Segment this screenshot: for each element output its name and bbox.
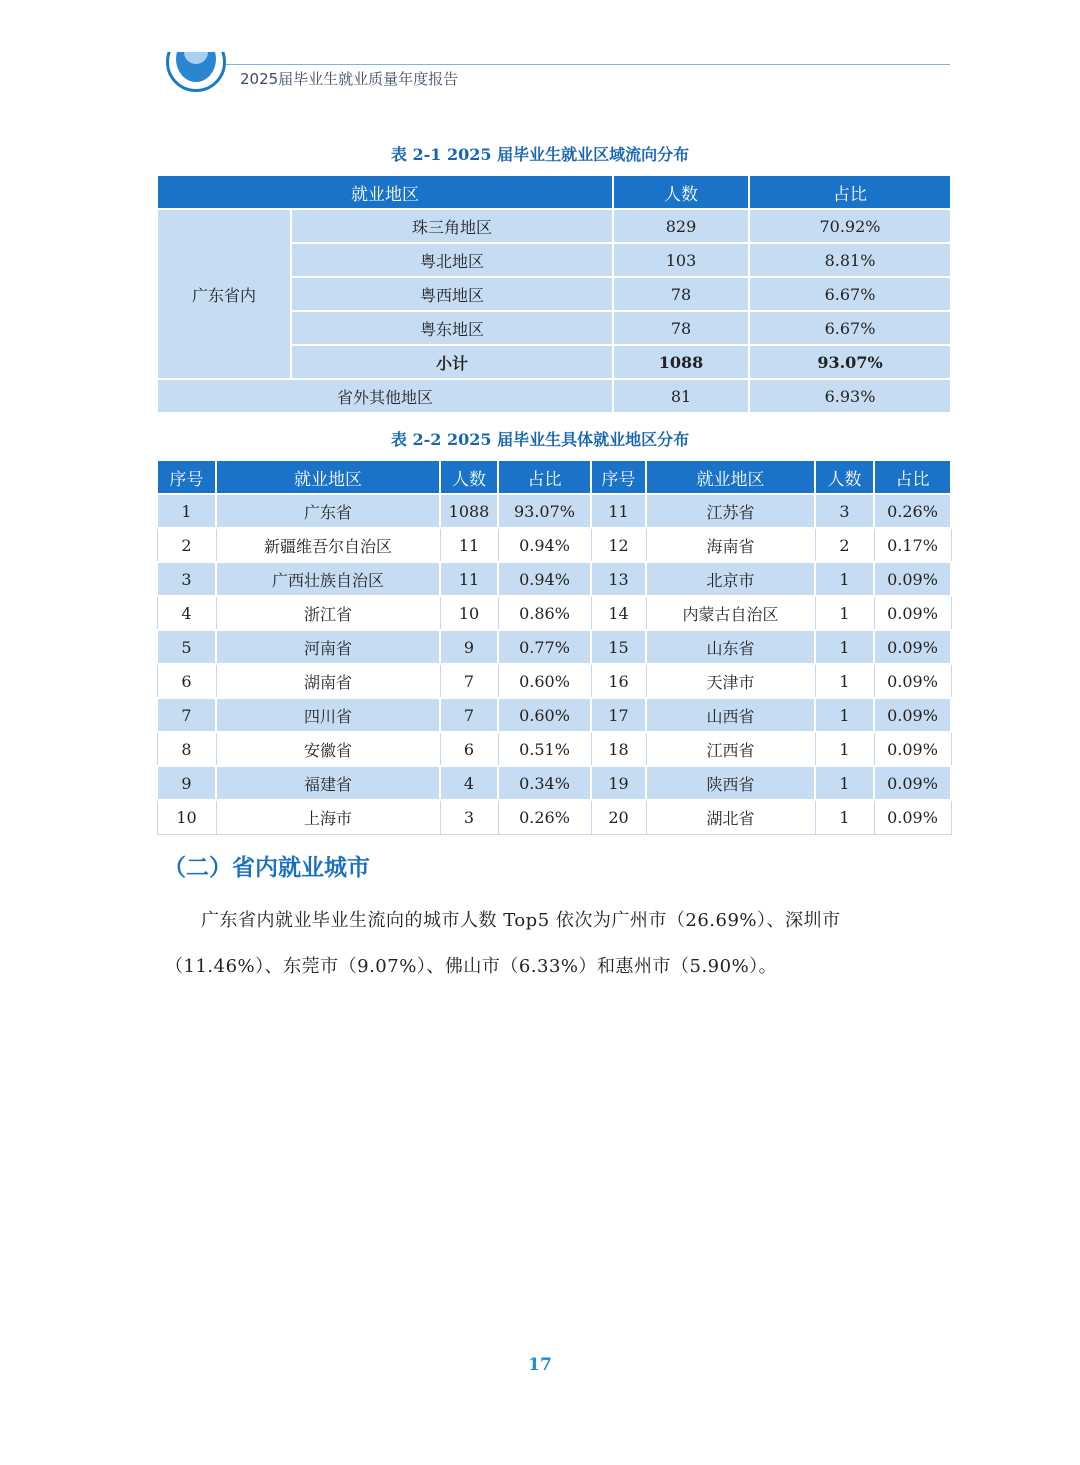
table-row [157, 209, 951, 243]
pct-cell: 0.60% [498, 698, 591, 732]
table-row [157, 562, 951, 596]
header-rule [226, 64, 950, 65]
table-row [157, 379, 951, 413]
region-cell: 山西省 [646, 698, 815, 732]
index-cell: 1 [157, 494, 216, 528]
pct-cell: 6.93% [749, 379, 951, 413]
region-cell: 江西省 [646, 732, 815, 766]
region-cell: 福建省 [216, 766, 440, 800]
pct-cell: 6.67% [749, 311, 951, 345]
index-cell: 4 [157, 596, 216, 630]
count-cell: 11 [440, 562, 498, 596]
subtotal-pct: 93.07% [749, 345, 951, 379]
pct-cell: 0.17% [874, 528, 951, 562]
index-cell: 10 [157, 800, 216, 834]
count-cell: 11 [440, 528, 498, 562]
column-header: 占比 [874, 460, 951, 494]
table2-caption: 表 2-2 2025 届毕业生具体就业地区分布 [390, 430, 690, 449]
column-header: 序号 [157, 460, 216, 494]
region-cell: 广东省 [216, 494, 440, 528]
province-distribution-table [156, 459, 952, 835]
pct-cell: 0.09% [874, 766, 951, 800]
column-header: 就业地区 [216, 460, 440, 494]
column-header: 人数 [613, 175, 749, 209]
count-cell: 7 [440, 664, 498, 698]
column-header: 就业地区 [157, 175, 613, 209]
table-row [157, 664, 951, 698]
region-cell: 粤北地区 [291, 243, 613, 277]
subtotal-count: 1088 [613, 345, 749, 379]
pct-cell: 0.34% [498, 766, 591, 800]
page-number: 17 [528, 1355, 552, 1375]
table-header-row [157, 460, 951, 494]
table-row [157, 630, 951, 664]
count-cell: 78 [613, 311, 749, 345]
region-cell: 山东省 [646, 630, 815, 664]
count-cell: 6 [440, 732, 498, 766]
pct-cell: 0.77% [498, 630, 591, 664]
region-cell: 浙江省 [216, 596, 440, 630]
region-cell: 粤东地区 [291, 311, 613, 345]
region-cell: 北京市 [646, 562, 815, 596]
column-header: 就业地区 [646, 460, 815, 494]
count-cell: 1 [815, 698, 874, 732]
pct-cell: 6.67% [749, 277, 951, 311]
count-cell: 1 [815, 732, 874, 766]
pct-cell: 0.09% [874, 664, 951, 698]
region-cell: 内蒙古自治区 [646, 596, 815, 630]
region-cell: 天津市 [646, 664, 815, 698]
pct-cell: 0.09% [874, 562, 951, 596]
column-header: 人数 [440, 460, 498, 494]
count-cell: 103 [613, 243, 749, 277]
index-cell: 2 [157, 528, 216, 562]
region-cell: 湖南省 [216, 664, 440, 698]
pct-cell: 70.92% [749, 209, 951, 243]
table-row [157, 766, 951, 800]
page-header [160, 52, 950, 102]
index-cell: 14 [591, 596, 646, 630]
body-paragraph: 广东省内就业毕业生流向的城市人数 Top5 依次为广州市（26.69%）、深圳市（11.46%）、东莞市（9.07%）、佛山市（6.33%）和惠州市（5.90%）。 [165, 910, 841, 977]
pct-cell: 0.09% [874, 732, 951, 766]
index-cell: 7 [157, 698, 216, 732]
column-header: 占比 [749, 175, 951, 209]
count-cell: 9 [440, 630, 498, 664]
table-row [157, 732, 951, 766]
column-header: 占比 [498, 460, 591, 494]
pct-cell: 0.26% [498, 800, 591, 834]
region-cell: 四川省 [216, 698, 440, 732]
table1-caption: 表 2-1 2025 届毕业生就业区域流向分布 [390, 145, 690, 164]
pct-cell: 0.09% [874, 596, 951, 630]
header-title: 2025届毕业生就业质量年度报告 [240, 70, 459, 88]
count-cell: 2 [815, 528, 874, 562]
region-cell: 湖北省 [646, 800, 815, 834]
count-cell: 78 [613, 277, 749, 311]
pct-cell: 0.94% [498, 562, 591, 596]
index-cell: 12 [591, 528, 646, 562]
column-header: 序号 [591, 460, 646, 494]
region-cell: 上海市 [216, 800, 440, 834]
pct-cell: 93.07% [498, 494, 591, 528]
index-cell: 5 [157, 630, 216, 664]
region-cell: 广西壮族自治区 [216, 562, 440, 596]
count-cell: 4 [440, 766, 498, 800]
index-cell: 9 [157, 766, 216, 800]
pct-cell: 0.09% [874, 800, 951, 834]
other-region-label: 省外其他地区 [157, 379, 613, 413]
count-cell: 1 [815, 800, 874, 834]
count-cell: 7 [440, 698, 498, 732]
index-cell: 20 [591, 800, 646, 834]
count-cell: 1 [815, 562, 874, 596]
report-logo-icon [164, 52, 228, 98]
table-header-row [157, 175, 951, 209]
region-cell: 陕西省 [646, 766, 815, 800]
region-flow-table [156, 174, 952, 414]
count-cell: 3 [440, 800, 498, 834]
region-cell: 新疆维吾尔自治区 [216, 528, 440, 562]
region-cell: 珠三角地区 [291, 209, 613, 243]
count-cell: 3 [815, 494, 874, 528]
table-row [157, 596, 951, 630]
subtotal-label: 小计 [291, 345, 613, 379]
count-cell: 1 [815, 664, 874, 698]
section-title: （二）省内就业城市 [163, 855, 370, 881]
pct-cell: 8.81% [749, 243, 951, 277]
pct-cell: 0.86% [498, 596, 591, 630]
count-cell: 1 [815, 630, 874, 664]
index-cell: 11 [591, 494, 646, 528]
count-cell: 1 [815, 596, 874, 630]
index-cell: 3 [157, 562, 216, 596]
count-cell: 81 [613, 379, 749, 413]
count-cell: 1088 [440, 494, 498, 528]
index-cell: 19 [591, 766, 646, 800]
index-cell: 13 [591, 562, 646, 596]
pct-cell: 0.60% [498, 664, 591, 698]
table-row [157, 698, 951, 732]
pct-cell: 0.09% [874, 698, 951, 732]
count-cell: 1 [815, 766, 874, 800]
index-cell: 15 [591, 630, 646, 664]
table-row [157, 494, 951, 528]
index-cell: 18 [591, 732, 646, 766]
column-header: 人数 [815, 460, 874, 494]
table-row [157, 800, 951, 834]
count-cell: 829 [613, 209, 749, 243]
region-cell: 海南省 [646, 528, 815, 562]
index-cell: 6 [157, 664, 216, 698]
group-label: 广东省内 [157, 209, 291, 379]
index-cell: 17 [591, 698, 646, 732]
pct-cell: 0.09% [874, 630, 951, 664]
region-cell: 安徽省 [216, 732, 440, 766]
count-cell: 10 [440, 596, 498, 630]
region-cell: 江苏省 [646, 494, 815, 528]
pct-cell: 0.26% [874, 494, 951, 528]
index-cell: 16 [591, 664, 646, 698]
region-cell: 粤西地区 [291, 277, 613, 311]
pct-cell: 0.94% [498, 528, 591, 562]
table-row [157, 528, 951, 562]
pct-cell: 0.51% [498, 732, 591, 766]
region-cell: 河南省 [216, 630, 440, 664]
index-cell: 8 [157, 732, 216, 766]
